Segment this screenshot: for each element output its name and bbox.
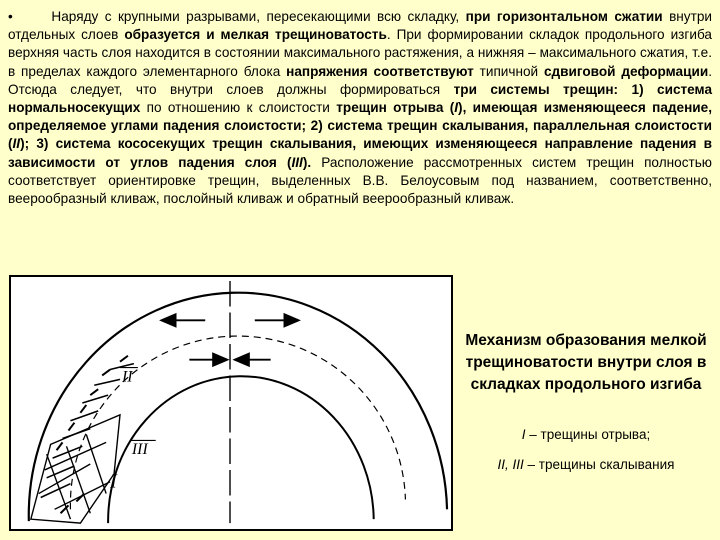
paragraph-segment: сдвиговой деформации bbox=[543, 63, 709, 79]
paragraph-segment: внутри отдельных слоев bbox=[8, 9, 712, 43]
body-paragraph bbox=[8, 8, 712, 208]
paragraph-segment: образуется и мелкая трещиноватость bbox=[124, 27, 387, 43]
legend-II-III bbox=[458, 457, 714, 472]
label-I: I bbox=[110, 470, 117, 493]
paragraph-segment: ), имеющая изменяющееся падение, определяемое углами падения слоистости; 2) система трещин скалывания, параллельная слоистости ( bbox=[8, 100, 712, 152]
paragraph-segment: ). bbox=[302, 154, 312, 170]
inner-arc bbox=[108, 376, 374, 523]
paragraph-segment: при горизонтальном сжатии bbox=[465, 9, 663, 24]
legend-I-text: – трещины отрыва; bbox=[525, 427, 651, 442]
outer-arc bbox=[29, 293, 447, 521]
paragraph-segment: II bbox=[12, 136, 21, 152]
paragraph-segment: Расположение рассмотренных систем трещин полностью соответствует ориентировке трещин, выделенных В.В. Белоусовым под названием, соответственно, веерообразный кливаж, послойный кливаж и обратный веерообразный кливаж. bbox=[8, 154, 712, 207]
label-II: II bbox=[121, 368, 133, 386]
paragraph-segment: по отношению к слоистости bbox=[140, 100, 337, 116]
legend-I bbox=[458, 427, 714, 442]
label-III: III bbox=[131, 441, 148, 459]
paragraph-text bbox=[8, 9, 712, 206]
figure-caption: Механизм образования мелкой трещиноватости внутри слоя в складках продольного изгиба bbox=[465, 332, 707, 393]
paragraph-segment: три системы трещин: 1) система нормальносекущих bbox=[8, 81, 712, 116]
fold-diagram bbox=[11, 277, 451, 529]
paragraph-segment: . Отсюда следует, что внутри слоев должны формироваться bbox=[8, 63, 712, 97]
legend-II-text: – трещины скалывания bbox=[523, 457, 675, 472]
legend-I-symbol: I bbox=[521, 427, 526, 442]
bullet: • bbox=[8, 9, 13, 24]
paragraph-segment: . При формировании складок продольного изгиба верхняя часть слоя находится в состоянии максимального растяжения, а нижняя – максимального сжатия, т.е. в пределах каждого элементарного блока bbox=[8, 27, 712, 79]
paragraph-segment: III bbox=[291, 154, 303, 170]
paragraph-segment: Наряду с крупными разрывами, пересекающими всю складку, bbox=[51, 9, 466, 24]
fold-fracture-figure bbox=[9, 275, 453, 531]
legend-II-symbol: II, III bbox=[497, 457, 524, 472]
paragraph-segment: ); 3) система кососекущих трещин скалывания, имеющих изменяющееся направление падения в зависимости от углов падения слоя ( bbox=[8, 136, 712, 170]
paragraph-segment: трещин отрыва ( bbox=[336, 100, 455, 116]
paragraph-segment: типичной bbox=[473, 63, 544, 79]
paragraph-segment: напряжения соответствуют bbox=[286, 63, 474, 79]
paragraph-segment: I bbox=[454, 100, 459, 116]
